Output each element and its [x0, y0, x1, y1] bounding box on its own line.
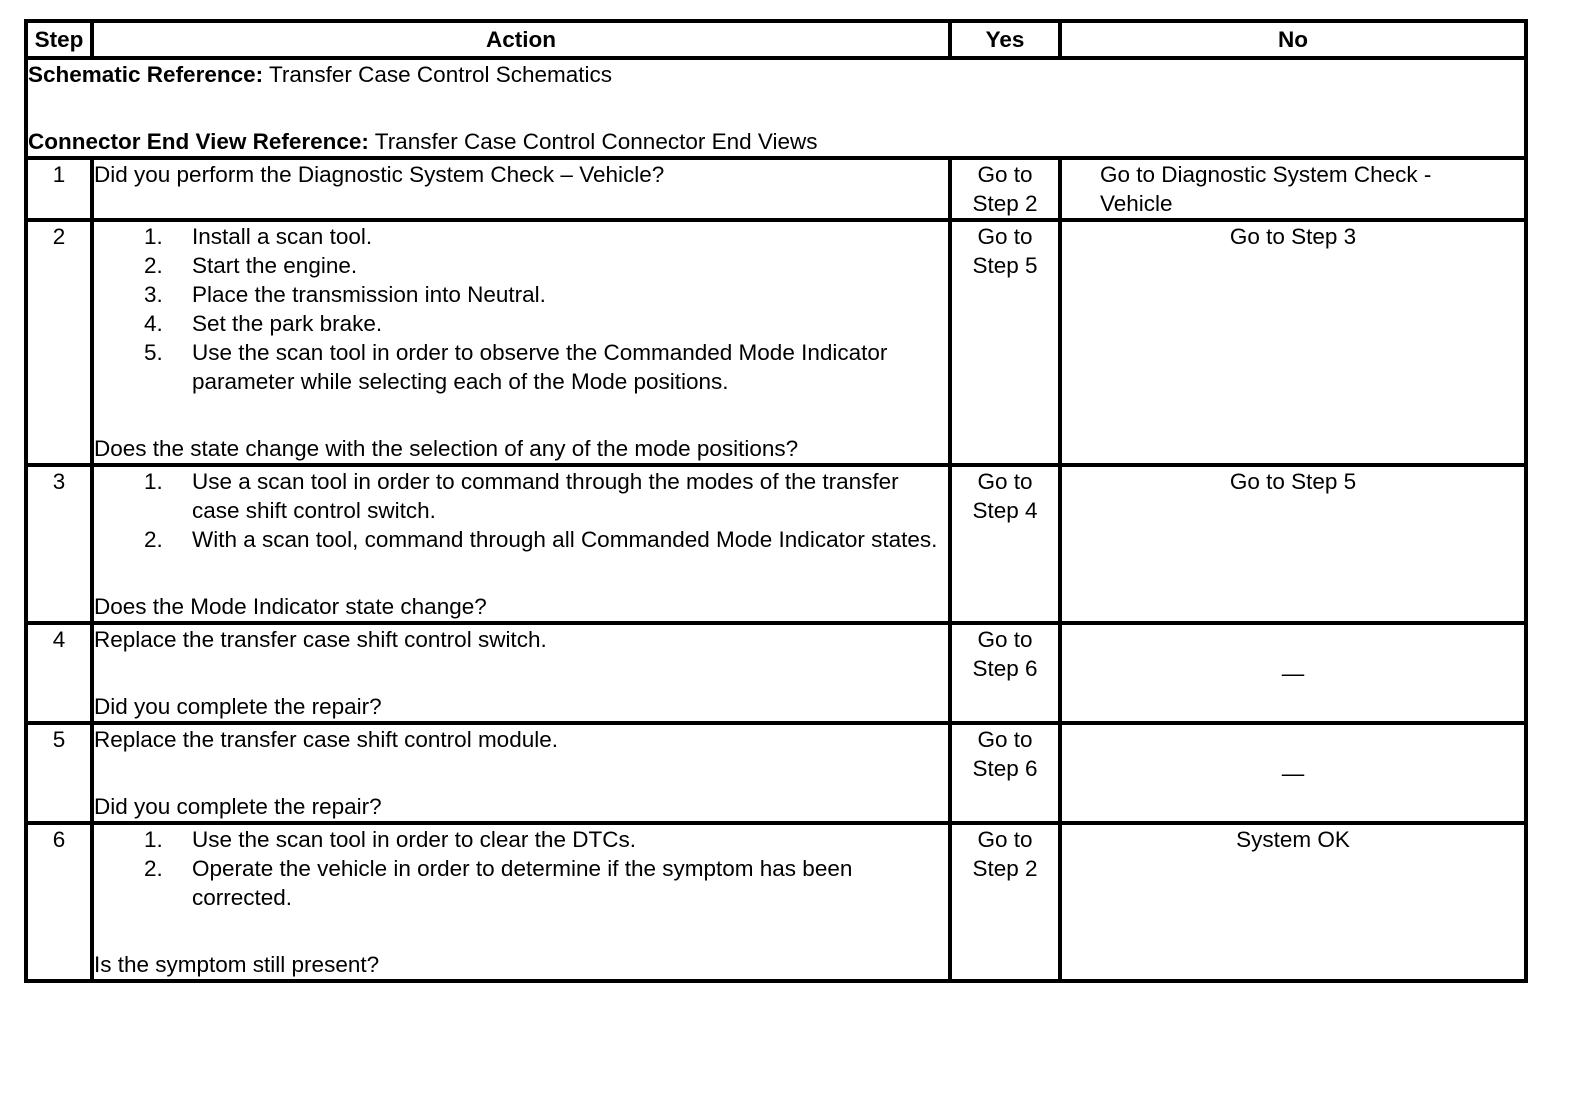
list-item: 2. With a scan tool, command through all Commanded Mode Indicator states. [144, 527, 938, 552]
yes-line: Step 2 [972, 856, 1038, 881]
yes-line: Go to [977, 827, 1033, 852]
step-number: 3 [26, 465, 92, 623]
step-number: 5 [26, 723, 92, 823]
yes-line: Step 2 [972, 191, 1038, 216]
list-item: 3. Place the transmission into Neutral. [144, 282, 546, 307]
action-question: Does the state change with the selection of any of the mode positions? [94, 436, 799, 461]
schematic-reference-link[interactable]: Transfer Case Control Schematics [268, 62, 613, 87]
action-cell [92, 823, 950, 981]
yes-cell[interactable] [950, 823, 1060, 981]
diagnostic-table [24, 19, 1528, 983]
yes-line: Step 4 [972, 498, 1038, 523]
action-cell [92, 220, 950, 465]
action-cell [92, 723, 950, 823]
header-yes: Yes [950, 21, 1060, 58]
step-number: 1 [26, 158, 92, 220]
yes-cell[interactable] [950, 465, 1060, 623]
substep-list [94, 825, 948, 912]
schematic-reference [28, 60, 1524, 89]
list-item: 4. Set the park brake. [144, 311, 383, 336]
yes-line: Go to [977, 627, 1033, 652]
step-number: 4 [26, 623, 92, 723]
no-cell[interactable]: Go to Step 5 [1060, 465, 1526, 623]
step-number: 2 [26, 220, 92, 465]
action-question: Did you perform the Diagnostic System Check – Vehicle? [94, 162, 665, 187]
list-item: 1. Use the scan tool in order to clear the DTCs. [144, 827, 636, 852]
yes-line: Go to [977, 224, 1033, 249]
header-action: Action [92, 21, 950, 58]
connector-reference [28, 127, 1524, 156]
table-row [26, 158, 1526, 220]
reference-row [26, 58, 1526, 158]
no-cell: — [1060, 623, 1526, 723]
action-cell [92, 623, 950, 723]
yes-line: Step 6 [972, 756, 1038, 781]
table-row [26, 723, 1526, 823]
no-line: Go to Diagnostic System Check - [1100, 162, 1432, 187]
yes-line: Go to [977, 727, 1033, 752]
yes-cell[interactable] [950, 220, 1060, 465]
table-row [26, 220, 1526, 465]
schematic-reference-label: Schematic Reference: [28, 62, 264, 87]
yes-cell[interactable] [950, 723, 1060, 823]
yes-line: Go to [977, 469, 1033, 494]
header-step: Step [26, 21, 92, 58]
header-no: No [1060, 21, 1526, 58]
action-question: Is the symptom still present? [94, 952, 380, 977]
table-row [26, 623, 1526, 723]
yes-cell[interactable] [950, 623, 1060, 723]
table-row [26, 465, 1526, 623]
no-cell[interactable]: System OK [1060, 823, 1526, 981]
action-question: Does the Mode Indicator state change? [94, 594, 487, 619]
no-line: Vehicle [1100, 191, 1173, 216]
no-cell[interactable] [1060, 158, 1526, 220]
list-item: 1. Use a scan tool in order to command through the modes of the transfer case shift control switch. [144, 469, 899, 523]
list-item: 2. Operate the vehicle in order to determine if the symptom has been corrected. [144, 856, 853, 910]
yes-line: Step 6 [972, 656, 1038, 681]
list-item: 2. Start the engine. [144, 253, 358, 278]
connector-reference-link[interactable]: Transfer Case Control Connector End Views [374, 129, 818, 154]
list-item: 5. Use the scan tool in order to observe the Commanded Mode Indicator parameter while selecting each of the Mode positions. [144, 340, 888, 394]
action-question: Did you complete the repair? [94, 694, 382, 719]
action-cell [92, 465, 950, 623]
reference-cell [26, 58, 1526, 158]
action-question: Did you complete the repair? [94, 794, 382, 819]
action-cell [92, 158, 950, 220]
yes-line: Step 5 [972, 253, 1038, 278]
connector-reference-label: Connector End View Reference: [28, 129, 369, 154]
table-row [26, 823, 1526, 981]
list-item: 1. Install a scan tool. [144, 224, 373, 249]
substep-list [94, 222, 948, 396]
substep-list [94, 467, 948, 554]
step-number: 6 [26, 823, 92, 981]
yes-line: Go to [977, 162, 1033, 187]
action-instruction: Replace the transfer case shift control switch. [94, 627, 547, 652]
no-cell[interactable]: Go to Step 3 [1060, 220, 1526, 465]
no-cell: — [1060, 723, 1526, 823]
action-instruction: Replace the transfer case shift control module. [94, 727, 558, 752]
yes-cell[interactable] [950, 158, 1060, 220]
header-row [26, 21, 1526, 58]
